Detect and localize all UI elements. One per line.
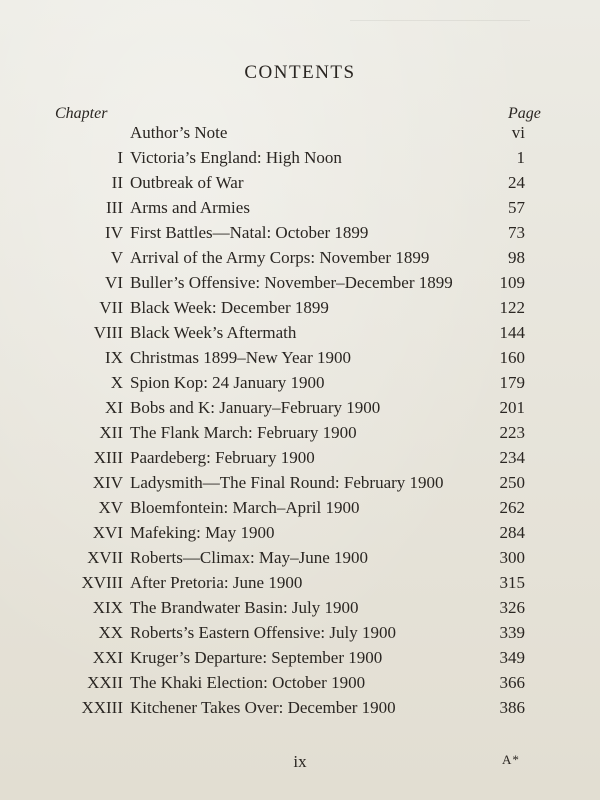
- page-number: 386: [499, 698, 525, 717]
- page-number: 234: [499, 448, 525, 467]
- toc-row: [0, 370, 600, 395]
- chapter-title: Bloemfontein: March–April 1900: [130, 498, 360, 517]
- page-number: 179: [499, 373, 525, 392]
- page-number: 201: [499, 398, 525, 417]
- page-column-header: Page: [508, 105, 541, 122]
- chapter-number: VII: [99, 298, 123, 317]
- chapter-title: Roberts—Climax: May–June 1900: [130, 548, 368, 567]
- toc-row: [0, 220, 600, 245]
- toc-row: [0, 170, 600, 195]
- toc-row: [0, 670, 600, 695]
- page-number: 73: [508, 223, 525, 242]
- chapter-title: Outbreak of War: [130, 173, 244, 192]
- toc-row: [0, 195, 600, 220]
- chapter-column-header: Chapter: [55, 105, 108, 122]
- chapter-number: XXI: [92, 648, 123, 667]
- toc-row: [0, 595, 600, 620]
- page-number: 57: [508, 198, 525, 217]
- chapter-title: First Battles—Natal: October 1899: [130, 223, 369, 242]
- chapter-number: X: [110, 373, 123, 392]
- chapter-title: Black Week’s Aftermath: [130, 323, 297, 342]
- toc-row: [0, 320, 600, 345]
- chapter-number: XXIII: [81, 698, 123, 717]
- signature-mark: A*: [502, 752, 520, 767]
- toc-row: [0, 570, 600, 595]
- page-number: 250: [499, 473, 525, 492]
- chapter-title: Arrival of the Army Corps: November 1899: [130, 248, 430, 267]
- chapter-title: Author’s Note: [130, 123, 228, 142]
- chapter-number: XXII: [87, 673, 123, 692]
- chapter-title: The Brandwater Basin: July 1900: [130, 598, 359, 617]
- page-number: 98: [508, 248, 525, 267]
- page-number: 349: [499, 648, 525, 667]
- chapter-number: XIV: [92, 473, 123, 492]
- chapter-title: Roberts’s Eastern Offensive: July 1900: [130, 623, 396, 642]
- chapter-title: After Pretoria: June 1900: [130, 573, 303, 592]
- chapter-number: III: [106, 198, 123, 217]
- chapter-number: XVIII: [81, 573, 123, 592]
- chapter-title: Bobs and K: January–February 1900: [130, 398, 381, 417]
- page-number: 326: [499, 598, 525, 617]
- page-number: 144: [499, 323, 525, 342]
- toc-row: [0, 395, 600, 420]
- chapter-number: XIII: [93, 448, 123, 467]
- page-number: 109: [499, 273, 525, 292]
- toc-row: [0, 145, 600, 170]
- table-of-contents: [0, 120, 600, 720]
- chapter-title: Kitchener Takes Over: December 1900: [130, 698, 396, 717]
- bleed-through-shadow: [350, 20, 530, 101]
- chapter-number: IV: [105, 223, 123, 242]
- page-number: 262: [499, 498, 525, 517]
- toc-row: [0, 470, 600, 495]
- toc-row: [0, 420, 600, 445]
- chapter-title: The Flank March: February 1900: [130, 423, 357, 442]
- chapter-title: The Khaki Election: October 1900: [130, 673, 366, 692]
- chapter-title: Arms and Armies: [130, 198, 250, 217]
- toc-row: [0, 295, 600, 320]
- toc-row: [0, 345, 600, 370]
- chapter-number: XVII: [87, 548, 123, 567]
- chapter-number: XV: [98, 498, 123, 517]
- contents-title: CONTENTS: [244, 62, 356, 83]
- chapter-number: XII: [99, 423, 123, 442]
- chapter-title: Mafeking: May 1900: [130, 523, 275, 542]
- chapter-number: VI: [105, 273, 123, 292]
- chapter-number: VIII: [93, 323, 123, 342]
- chapter-number: I: [117, 148, 123, 167]
- chapter-title: Christmas 1899–New Year 1900: [130, 348, 351, 367]
- page-number: 300: [499, 548, 525, 567]
- page-number: vi: [511, 123, 525, 142]
- page-number: 315: [499, 573, 525, 592]
- toc-row: [0, 445, 600, 470]
- chapter-title: Paardeberg: February 1900: [130, 448, 315, 467]
- chapter-title: Kruger’s Departure: September 1900: [130, 648, 383, 667]
- page-number: 284: [499, 523, 525, 542]
- page-number: 366: [499, 673, 525, 692]
- page-number: 1: [516, 148, 525, 167]
- toc-row: [0, 270, 600, 295]
- chapter-number: XVI: [92, 523, 123, 542]
- toc-row: [0, 620, 600, 645]
- chapter-title: Spion Kop: 24 January 1900: [130, 373, 325, 392]
- toc-row: [0, 520, 600, 545]
- chapter-title: Victoria’s England: High Noon: [130, 148, 342, 167]
- chapter-number: XIX: [92, 598, 123, 617]
- page-number: 339: [499, 623, 525, 642]
- toc-row: [0, 645, 600, 670]
- chapter-number: XX: [98, 623, 123, 642]
- chapter-title: Ladysmith—The Final Round: February 1900: [130, 473, 444, 492]
- toc-row: [0, 120, 600, 145]
- page-number: 223: [499, 423, 525, 442]
- toc-row: [0, 245, 600, 270]
- chapter-title: Black Week: December 1899: [130, 298, 329, 317]
- toc-row: [0, 495, 600, 520]
- toc-row: [0, 695, 600, 720]
- chapter-number: IX: [105, 348, 123, 367]
- toc-row: [0, 545, 600, 570]
- page-number: 160: [499, 348, 525, 367]
- page-number: 24: [508, 173, 525, 192]
- page-folio: ix: [293, 752, 307, 771]
- chapter-title: Buller’s Offensive: November–December 1899: [130, 273, 453, 292]
- chapter-number: II: [111, 173, 123, 192]
- chapter-number: V: [110, 248, 123, 267]
- page-number: 122: [499, 298, 525, 317]
- chapter-number: XI: [105, 398, 123, 417]
